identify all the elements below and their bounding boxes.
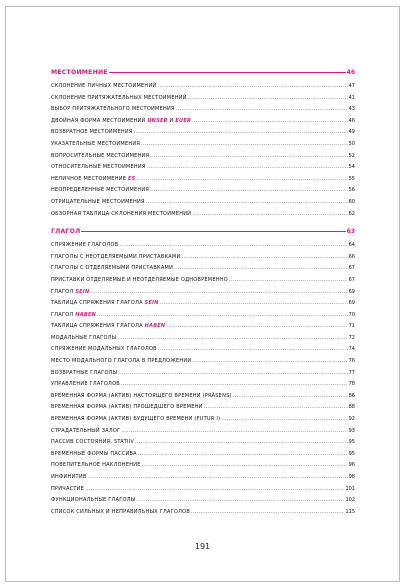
- section-title: МЕСТОИМЕНИЕ: [51, 69, 108, 76]
- toc-entry-title: [51, 439, 134, 445]
- toc-entry-page: 86: [348, 392, 355, 399]
- toc-entry-page: 96: [348, 462, 355, 469]
- toc-entry-title: [51, 346, 157, 352]
- entry-text: ОБЗОРНАЯ ТАБЛИЦА СКЛОНЕНИЯ МЕСТОИМЕНИЙ: [51, 210, 192, 217]
- toc-entry-page: 67: [348, 276, 355, 283]
- toc-entry-page: 43: [348, 106, 355, 113]
- dot-leader: [97, 312, 348, 318]
- toc-entry-page: 77: [348, 369, 355, 376]
- toc-entry[interactable]: [51, 416, 355, 428]
- toc-entry[interactable]: [51, 323, 355, 335]
- toc-entry-page: 74: [348, 346, 355, 353]
- toc-entry-title: [51, 277, 228, 283]
- toc-entry-title: [51, 95, 187, 101]
- entry-text: ОТНОСИТЕЛЬНЫЕ МЕСТОИМЕНИЯ: [51, 164, 146, 171]
- entry-text: ДВОЙНАЯ ФОРМА МЕСТОИМЕНИЙ: [51, 117, 148, 124]
- toc-entry-title: [51, 370, 117, 376]
- dot-leader: [85, 486, 344, 492]
- dot-leader: [160, 300, 348, 306]
- dot-leader: [146, 199, 348, 205]
- dot-leader: [221, 416, 347, 422]
- toc-entry[interactable]: [51, 404, 355, 416]
- toc-entry-title: [51, 129, 133, 135]
- toc-entry-page: 55: [348, 175, 355, 182]
- dot-leader: [204, 404, 348, 410]
- entry-text: СПРЯЖЕНИЕ МОДАЛЬНЫХ ГЛАГОЛОВ: [51, 346, 157, 353]
- dot-leader: [158, 346, 348, 352]
- toc-entry-title: [51, 83, 156, 89]
- entry-text: ВРЕМЕННАЯ ФОРМА (АКТИВ) НАСТОЯЩЕГО ВРЕМЕНИ (PRÄSENS): [51, 392, 232, 399]
- entry-text: ВОЗВРАТНЫЕ ГЛАГОЛЫ: [51, 369, 118, 376]
- toc-entry[interactable]: [51, 95, 355, 107]
- entry-text: ВРЕМЕННЫЕ ФОРМЫ ПАССИВА: [51, 450, 137, 457]
- toc-entry[interactable]: [51, 381, 355, 393]
- dot-leader: [181, 254, 347, 260]
- dot-leader: [229, 277, 348, 283]
- entry-text: ГЛАГОЛ: [51, 311, 76, 318]
- toc-entry-page: 69: [348, 300, 355, 307]
- entry-text: УКАЗАТЕЛЬНЫЕ МЕСТОИМЕНИЯ: [51, 140, 141, 147]
- toc-entry-title: [51, 199, 145, 205]
- toc-entry-title: [51, 393, 232, 399]
- toc-entry-page: 60: [348, 198, 355, 205]
- dot-leader: [135, 439, 348, 445]
- entry-text: СКЛОНЕНИЕ ПРИТЯЖАТЕЛЬНЫХ МЕСТОИМЕНИЙ: [51, 94, 187, 101]
- entry-text: И: [167, 117, 176, 124]
- toc-entry-title: [51, 289, 89, 295]
- section-heading[interactable]: [51, 228, 355, 242]
- section-leader-line: [81, 231, 345, 232]
- entry-text: СПИСОК СИЛЬНЫХ И НЕПРАВИЛЬНЫХ ГЛАГОЛОВ: [51, 508, 190, 515]
- toc-entry-title: [51, 153, 149, 159]
- dot-leader: [118, 370, 347, 376]
- toc-entry-title: [51, 141, 140, 147]
- toc-entry-page: 95: [348, 450, 355, 457]
- dot-leader: [121, 428, 347, 434]
- dot-leader: [141, 141, 348, 147]
- toc-entry-page: 98: [348, 474, 355, 480]
- dot-leader: [136, 497, 344, 503]
- toc-entry-page: 52: [348, 152, 355, 159]
- entry-text: ГЛАГОЛЫ С ОТДЕЛЯЕМЫМИ ПРИСТАВКАМИ: [51, 265, 174, 272]
- toc-entry-title: [51, 358, 191, 364]
- dot-leader: [174, 265, 348, 271]
- entry-text: ВРЕМЕННАЯ ФОРМА (АКТИВ) ПРОШЕДШЕГО ВРЕМЕНИ: [51, 404, 203, 411]
- toc-entry[interactable]: [51, 300, 355, 312]
- dot-leader: [176, 106, 348, 112]
- toc-entry-title: [51, 462, 141, 468]
- toc-entry-page: 67: [348, 265, 355, 272]
- toc-entry-title: [51, 335, 116, 341]
- toc-entry-page: 66: [348, 253, 355, 260]
- dot-leader: [134, 129, 348, 135]
- toc-entry[interactable]: [51, 451, 355, 463]
- toc-entry-title: [51, 428, 120, 434]
- toc-entry[interactable]: [51, 176, 355, 188]
- entry-text: ТАБЛИЦА СПРЯЖЕНИЯ ГЛАГОЛА: [51, 323, 145, 330]
- entry-text: НЕЛИЧНОЕ МЕСТОИМЕНИЕ: [51, 175, 128, 182]
- toc-entry-page: 93: [348, 427, 355, 434]
- toc-entry[interactable]: [51, 83, 355, 95]
- entry-text: ФУНКЦИОНАЛЬНЫЕ ГЛАГОЛЫ: [51, 497, 136, 504]
- dot-leader: [150, 187, 348, 193]
- entry-text: СКЛОНЕНИЕ ЛИЧНЫХ МЕСТОИМЕНИЙ: [51, 83, 157, 89]
- table-of-contents: [51, 68, 355, 520]
- toc-entry-page: 64: [348, 242, 355, 249]
- toc-entry-title: [51, 265, 173, 271]
- toc-entry-page: 102: [345, 497, 355, 504]
- toc-entry[interactable]: [51, 187, 355, 199]
- section-leader-line: [109, 72, 346, 73]
- toc-entry-page: 54: [348, 164, 355, 171]
- toc-entry[interactable]: [51, 164, 355, 176]
- toc-entry-title: [51, 118, 191, 124]
- dot-leader: [192, 118, 347, 124]
- toc-entry-title: [51, 509, 190, 515]
- entry-text: ГЛАГОЛЫ С НЕОТДЕЛЯЕМЫМИ ПРИСТАВКАМИ: [51, 253, 181, 260]
- toc-entry-page: 70: [348, 311, 355, 318]
- toc-entry[interactable]: [51, 312, 355, 324]
- entry-text: ВРЕМЕННАЯ ФОРМА (АКТИВ) БУДУЩЕГО ВРЕМЕНИ (FUTUR I): [51, 416, 221, 423]
- toc-entry-title: [51, 474, 87, 480]
- dot-leader: [117, 335, 347, 341]
- toc-entry-page: 72: [348, 334, 355, 341]
- dot-leader: [192, 358, 347, 364]
- toc-entry-page: 71: [348, 323, 355, 330]
- toc-entry-page: 101: [345, 485, 355, 492]
- document-page: [5, 6, 400, 582]
- toc-entry-title: [51, 187, 149, 193]
- toc-entry-page: 62: [348, 210, 355, 217]
- dot-leader: [233, 393, 348, 399]
- dot-leader: [166, 323, 347, 329]
- toc-entry[interactable]: [51, 277, 355, 289]
- toc-entry-title: [51, 416, 220, 422]
- toc-entry-page: 78: [348, 381, 355, 388]
- toc-entry-page: 115: [345, 508, 355, 515]
- toc-entry-page: 49: [348, 129, 355, 136]
- entry-text: УПРАВЛЕНИЕ ГЛАГОЛОВ: [51, 381, 120, 388]
- section-page: 63: [346, 228, 355, 236]
- toc-entry-page: 95: [348, 439, 355, 446]
- toc-entry[interactable]: [51, 497, 355, 509]
- toc-entry[interactable]: [51, 199, 355, 211]
- section-title: ГЛАГОЛ: [51, 228, 81, 236]
- dot-leader: [191, 509, 344, 515]
- toc-entry[interactable]: [51, 486, 355, 498]
- entry-text: СТРАДАТЕЛЬНЫЙ ЗАЛОГ: [51, 427, 121, 434]
- toc-entry[interactable]: [51, 370, 355, 382]
- entry-text: ИНФИНИТИВ: [51, 474, 87, 480]
- entry-text: ПРИСТАВКИ ОТДЕЛЯЕМЫЕ И НЕОТДЕЛЯЕМЫЕ ОДНОВРЕМЕННО: [51, 276, 228, 283]
- toc-entry-page: 41: [348, 94, 355, 101]
- toc-entry[interactable]: [51, 129, 355, 141]
- toc-entry[interactable]: [51, 289, 355, 301]
- toc-entry-page: 92: [348, 416, 355, 423]
- dot-leader: [142, 462, 348, 468]
- dot-leader: [157, 83, 347, 89]
- toc-entry[interactable]: [51, 439, 355, 451]
- toc-entry-page: 56: [348, 187, 355, 194]
- toc-entry-page: 47: [348, 83, 355, 89]
- toc-entry-title: [51, 164, 146, 170]
- entry-text: ВОПРОСИТЕЛЬНЫЕ МЕСТОИМЕНИЯ: [51, 152, 150, 159]
- dot-leader: [88, 474, 348, 480]
- toc-entry[interactable]: [51, 393, 355, 405]
- toc-entry[interactable]: [51, 474, 355, 486]
- entry-text: НЕОПРЕДЕЛЕННЫЕ МЕСТОИМЕНИЯ: [51, 187, 150, 194]
- toc-entry-title: [51, 381, 120, 387]
- toc-entry-title: [51, 254, 180, 260]
- toc-entry-title: [51, 176, 136, 182]
- dot-leader: [150, 153, 347, 159]
- entry-text: ВЫБОР ПРИТЯЖАТЕЛЬНОГО МЕСТОИМЕНИЯ: [51, 106, 175, 113]
- toc-entry-title: [51, 497, 135, 503]
- highlighted-term: SEIN: [144, 300, 159, 307]
- toc-entry[interactable]: [51, 153, 355, 165]
- toc-entry[interactable]: [51, 358, 355, 370]
- dot-leader: [90, 289, 347, 295]
- entry-text: СПРЯЖЕНИЕ ГЛАГОЛОВ: [51, 242, 119, 249]
- toc-entry-title: [51, 242, 118, 248]
- toc-entry-title: [51, 404, 203, 410]
- highlighted-term: HABEN: [144, 323, 166, 330]
- toc-entry[interactable]: [51, 509, 355, 521]
- toc-entry[interactable]: [51, 428, 355, 440]
- dot-leader: [121, 381, 348, 387]
- toc-entry-page: 50: [348, 140, 355, 147]
- entry-text: ПАССИВ СОСТОЯНИЯ, STATIIV: [51, 439, 135, 446]
- toc-entry-page: 69: [348, 288, 355, 295]
- dot-leader: [192, 211, 347, 217]
- toc-entry[interactable]: [51, 242, 355, 254]
- toc-entry[interactable]: [51, 462, 355, 474]
- toc-entry[interactable]: [51, 265, 355, 277]
- toc-entry[interactable]: [51, 211, 355, 223]
- entry-text: МОДАЛЬНЫЕ ГЛАГОЛЫ: [51, 334, 117, 341]
- dot-leader: [137, 176, 348, 182]
- entry-text: ТАБЛИЦА СПРЯЖЕНИЯ ГЛАГОЛА: [51, 300, 145, 307]
- entry-text: ОТРИЦАТЕЛЬНЫЕ МЕСТОИМЕНИЯ: [51, 198, 145, 205]
- highlighted-term: UNSER: [147, 117, 168, 124]
- toc-entry-title: [51, 451, 137, 457]
- toc-entry-page: 46: [348, 117, 355, 124]
- toc-entry-title: [51, 106, 175, 112]
- toc-entry-title: [51, 300, 159, 306]
- dot-leader: [188, 95, 348, 101]
- toc-entry[interactable]: [51, 106, 355, 118]
- toc-entry-title: [51, 486, 84, 492]
- highlighted-term: HABEN: [75, 311, 97, 318]
- dot-leader: [138, 451, 348, 457]
- toc-entry[interactable]: [51, 335, 355, 347]
- entry-text: ВОЗВРАТНОЕ МЕСТОИМЕНИЯ: [51, 129, 133, 136]
- toc-entry-title: [51, 323, 165, 329]
- entry-text: ГЛАГОЛ: [51, 288, 76, 295]
- dot-leader: [147, 164, 348, 170]
- entry-text: ПОВЕЛИТЕЛЬНОЕ НАКЛОНЕНИЕ: [51, 462, 141, 469]
- highlighted-term: ES: [127, 175, 136, 182]
- toc-entry-title: [51, 211, 191, 217]
- page-number: 191: [194, 542, 211, 551]
- toc-entry-title: [51, 312, 96, 318]
- section-heading[interactable]: [51, 69, 355, 83]
- toc-entry-page: 76: [348, 358, 355, 365]
- toc-entry[interactable]: [51, 118, 355, 130]
- highlighted-term: EUER: [175, 117, 192, 124]
- highlighted-term: SEIN: [75, 288, 90, 295]
- toc-entry-page: 88: [348, 404, 355, 411]
- section-page: 46: [346, 69, 355, 76]
- entry-text: ПРИЧАСТИЕ: [51, 485, 85, 492]
- entry-text: МЕСТО МОДАЛЬНОГО ГЛАГОЛА В ПРЕДЛОЖЕНИИ: [51, 358, 192, 365]
- toc-entry[interactable]: [51, 254, 355, 266]
- toc-entry[interactable]: [51, 346, 355, 358]
- toc-entry[interactable]: [51, 141, 355, 153]
- dot-leader: [119, 242, 347, 248]
